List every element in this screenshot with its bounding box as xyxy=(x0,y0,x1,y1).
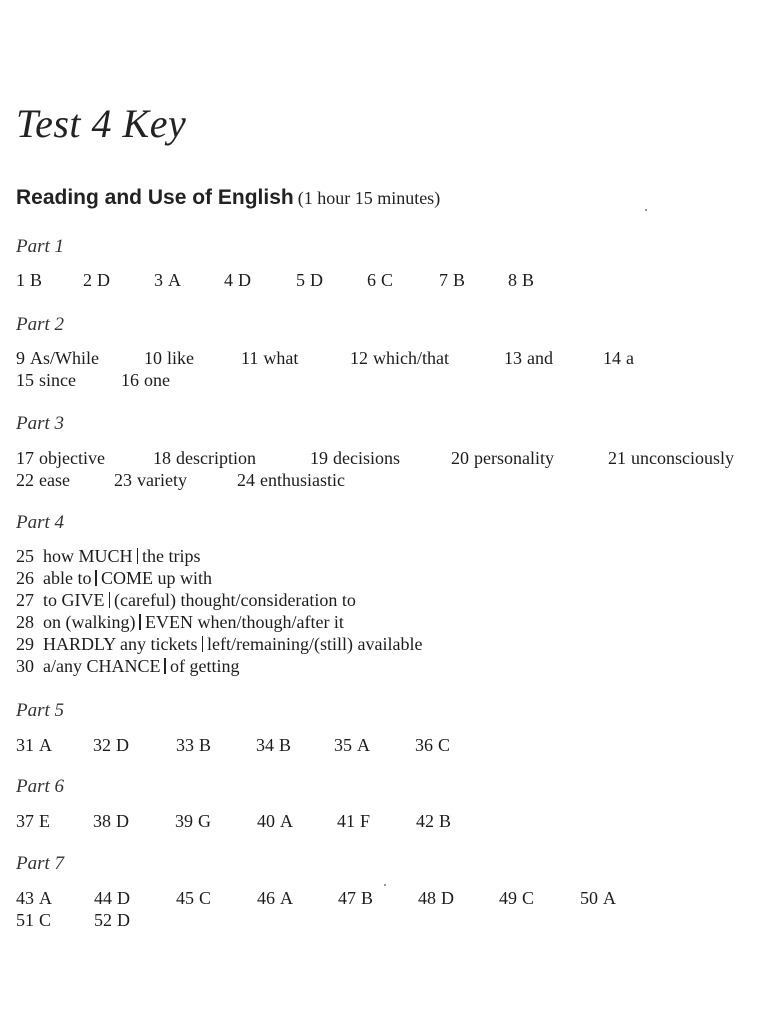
scan-speck xyxy=(645,209,647,211)
answer-item xyxy=(338,888,373,909)
answer-text: G xyxy=(198,811,211,831)
part-3-heading: Part 3 xyxy=(16,413,65,434)
answer-item xyxy=(94,888,130,909)
part-2-row-1 xyxy=(16,348,768,372)
scan-speck xyxy=(384,884,386,886)
answer-item xyxy=(418,888,454,909)
part-1-heading: Part 1 xyxy=(16,236,65,257)
part-6-row-1 xyxy=(16,811,768,835)
question-number: 19 xyxy=(310,448,328,468)
answer-text: C xyxy=(522,888,535,908)
part-4-heading: Part 4 xyxy=(16,512,65,533)
answer-item xyxy=(256,735,291,756)
answer-text: D xyxy=(310,270,323,290)
answer-text: B xyxy=(279,735,292,755)
answer-text: D xyxy=(117,910,130,930)
answer-item xyxy=(508,270,534,291)
question-number: 13 xyxy=(504,348,522,368)
answer-text: E xyxy=(39,811,50,831)
answer-item xyxy=(334,735,370,756)
part-4-list xyxy=(16,545,422,677)
question-number: 1 xyxy=(16,270,25,290)
answer-text: As/While xyxy=(30,348,99,368)
part-5-heading: Part 5 xyxy=(16,700,65,721)
list-item: 28 on (walking) EVEN when/though/after it xyxy=(16,612,344,632)
section-duration: (1 hour 15 minutes) xyxy=(297,188,441,208)
answer-item xyxy=(310,448,400,469)
answer-text: ease xyxy=(39,470,70,490)
answer-item xyxy=(504,348,553,369)
question-number: 11 xyxy=(241,348,259,368)
question-number: 45 xyxy=(176,888,194,908)
answer-item xyxy=(121,370,170,391)
question-number: 34 xyxy=(256,735,274,755)
question-number: 22 xyxy=(16,470,34,490)
question-number: 10 xyxy=(144,348,162,368)
answer-item xyxy=(241,348,298,369)
question-number: 43 xyxy=(16,888,34,908)
question-number: 46 xyxy=(257,888,275,908)
answer-item xyxy=(16,448,105,469)
list-item: 30 a/any CHANCE of getting xyxy=(16,656,240,676)
list-item: 29 HARDLY any tickets left/remaining/(still) available xyxy=(16,634,423,654)
answer-item xyxy=(175,811,211,832)
answer-text: D xyxy=(441,888,454,908)
answer-item xyxy=(176,735,211,756)
question-number: 50 xyxy=(580,888,598,908)
answer-text: B xyxy=(361,888,374,908)
answer-item xyxy=(237,470,345,491)
question-number: 38 xyxy=(93,811,111,831)
answer-item xyxy=(114,470,187,491)
part-7-row-2 xyxy=(16,910,768,934)
answer-item xyxy=(257,811,293,832)
answer-text: D xyxy=(238,270,251,290)
answer-item xyxy=(16,470,70,491)
question-number: 23 xyxy=(114,470,132,490)
question-number: 37 xyxy=(16,811,34,831)
question-number: 12 xyxy=(350,348,368,368)
question-number: 42 xyxy=(416,811,434,831)
question-number: 51 xyxy=(16,910,34,930)
answer-text: personality xyxy=(474,448,554,468)
answer-item xyxy=(16,270,42,291)
answer-text: A xyxy=(603,888,616,908)
answer-item xyxy=(439,270,465,291)
question-number: 15 xyxy=(16,370,34,390)
answer-item xyxy=(296,270,323,291)
question-number: 18 xyxy=(153,448,171,468)
question-number: 2 xyxy=(83,270,92,290)
answer-text: F xyxy=(360,811,371,831)
answer-item xyxy=(415,735,450,756)
answer-text: objective xyxy=(39,448,105,468)
list-item: 27 to GIVE (careful) thought/consideration to xyxy=(16,590,356,610)
answer-text: C xyxy=(381,270,394,290)
question-number: 8 xyxy=(508,270,517,290)
answer-item xyxy=(224,270,251,291)
answer-text: what xyxy=(263,348,299,368)
answer-item xyxy=(16,888,52,909)
answer-item xyxy=(16,348,99,369)
question-number: 4 xyxy=(224,270,233,290)
question-number: 20 xyxy=(451,448,469,468)
part-3-row-1 xyxy=(16,448,768,472)
question-number: 48 xyxy=(418,888,436,908)
answer-text: unconsciously xyxy=(631,448,734,468)
answer-item xyxy=(451,448,554,469)
answer-text: D xyxy=(117,888,130,908)
question-number: 40 xyxy=(257,811,275,831)
answer-text: a xyxy=(626,348,634,368)
answer-item xyxy=(94,910,130,931)
answer-text: which/that xyxy=(373,348,449,368)
question-number: 7 xyxy=(439,270,448,290)
answer-text: B xyxy=(522,270,535,290)
question-number: 41 xyxy=(337,811,355,831)
page-title: Test 4 Key xyxy=(16,101,187,146)
answer-item xyxy=(257,888,293,909)
question-number: 35 xyxy=(334,735,352,755)
question-number: 5 xyxy=(296,270,305,290)
answer-text: C xyxy=(438,735,451,755)
part-6-heading: Part 6 xyxy=(16,776,65,797)
section-name: Reading and Use of English xyxy=(16,186,294,209)
answer-item xyxy=(416,811,451,832)
part-2-heading: Part 2 xyxy=(16,314,65,335)
answer-item xyxy=(16,811,50,832)
part-3-row-2 xyxy=(16,470,768,494)
answer-text: D xyxy=(116,735,129,755)
question-number: 32 xyxy=(93,735,111,755)
question-number: 31 xyxy=(16,735,34,755)
answer-item xyxy=(16,735,52,756)
question-number: 6 xyxy=(367,270,376,290)
answer-text: and xyxy=(527,348,553,368)
answer-text: one xyxy=(144,370,170,390)
answer-text: A xyxy=(168,270,181,290)
answer-text: A xyxy=(39,735,52,755)
question-number: 9 xyxy=(16,348,25,368)
answer-text: A xyxy=(39,888,52,908)
answer-text: A xyxy=(357,735,370,755)
part-7-heading: Part 7 xyxy=(16,853,65,874)
answer-item xyxy=(367,270,393,291)
question-number: 47 xyxy=(338,888,356,908)
answer-item xyxy=(499,888,534,909)
answer-text: C xyxy=(199,888,212,908)
answer-text: D xyxy=(116,811,129,831)
answer-text: like xyxy=(167,348,194,368)
answer-text: B xyxy=(30,270,43,290)
answer-item xyxy=(93,735,129,756)
answer-item xyxy=(83,270,110,291)
answer-text: B xyxy=(453,270,466,290)
part-7-row-1 xyxy=(16,888,768,912)
answer-text: C xyxy=(39,910,52,930)
question-number: 39 xyxy=(175,811,193,831)
question-number: 16 xyxy=(121,370,139,390)
answer-item xyxy=(154,270,181,291)
answer-text: enthusiastic xyxy=(260,470,345,490)
answer-text: A xyxy=(280,888,293,908)
question-number: 44 xyxy=(94,888,112,908)
question-number: 24 xyxy=(237,470,255,490)
part-1-row-1 xyxy=(16,270,768,294)
answer-text: variety xyxy=(137,470,187,490)
section-heading xyxy=(16,186,440,210)
answer-text: since xyxy=(39,370,76,390)
part-5-row-1 xyxy=(16,735,768,759)
answer-text: description xyxy=(176,448,256,468)
answer-text: B xyxy=(439,811,452,831)
answer-item xyxy=(93,811,129,832)
answer-item xyxy=(580,888,616,909)
question-number: 36 xyxy=(415,735,433,755)
question-number: 33 xyxy=(176,735,194,755)
answer-item xyxy=(153,448,256,469)
answer-item xyxy=(603,348,634,369)
question-number: 14 xyxy=(603,348,621,368)
answer-item xyxy=(176,888,211,909)
question-number: 52 xyxy=(94,910,112,930)
answer-item xyxy=(608,448,734,469)
part-2-row-2 xyxy=(16,370,768,394)
question-number: 21 xyxy=(608,448,626,468)
question-number: 17 xyxy=(16,448,34,468)
answer-text: B xyxy=(199,735,212,755)
list-item: 25 how MUCH the trips xyxy=(16,546,201,566)
answer-item xyxy=(337,811,370,832)
list-item: 26 able to COME up with xyxy=(16,568,212,588)
answer-item xyxy=(16,910,51,931)
answer-item xyxy=(350,348,449,369)
answer-item xyxy=(16,370,76,391)
question-number: 3 xyxy=(154,270,163,290)
question-number: 49 xyxy=(499,888,517,908)
answer-text: decisions xyxy=(333,448,400,468)
answer-text: D xyxy=(97,270,110,290)
answer-text: A xyxy=(280,811,293,831)
answer-item xyxy=(144,348,194,369)
